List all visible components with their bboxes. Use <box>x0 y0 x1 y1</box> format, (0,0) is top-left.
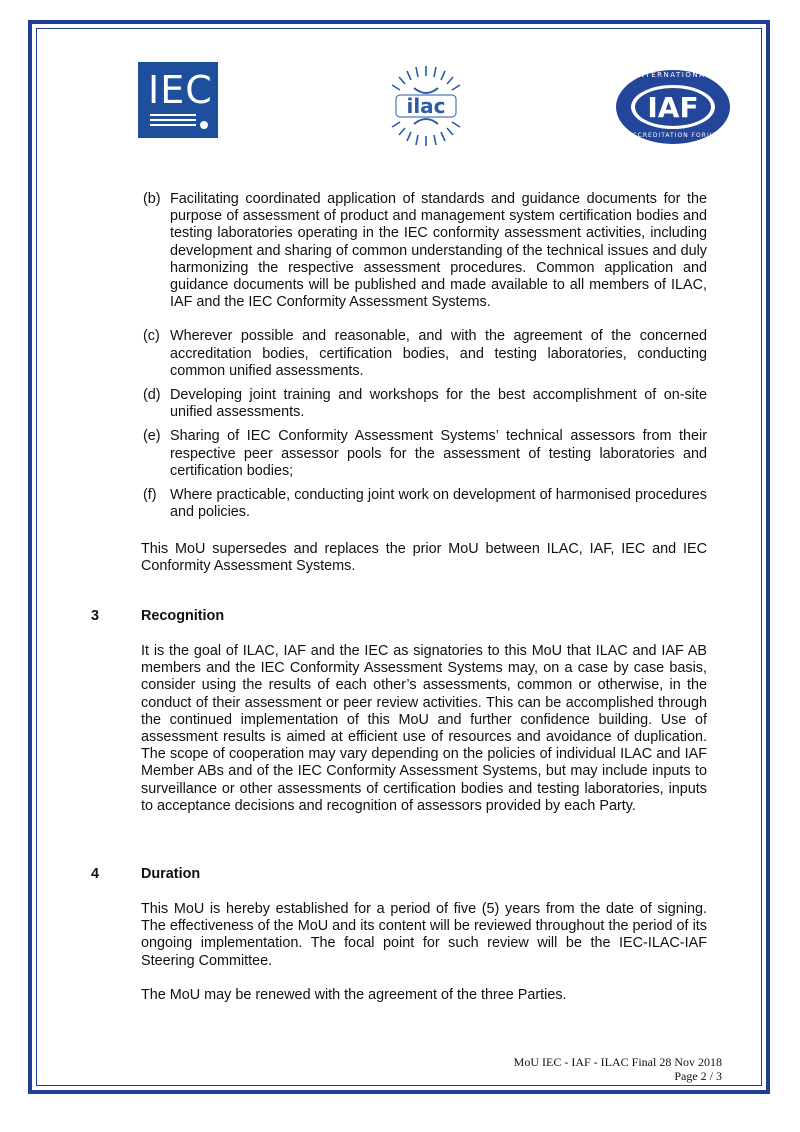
iec-logo-lines <box>150 114 210 130</box>
ilac-logo <box>382 62 470 150</box>
section-3-paragraph: It is the goal of ILAC, IAF and the IEC as signatories to this MoU that ILAC and IAF AB members and the IEC Conformity Assessment Systems may, on a case by case basis, consider using the results of each other’s assessments, common or otherwise, in the conduct of their assessment or peer review activities. This can be accomplished through the continued implementation of this MoU and further confidence building. Use of assessment results is aimed at efficient use of resources and avoidance of duplication. The scope of cooperation may vary depending on the policies of individual ILAC and IAF Member ABs and of the IEC Conformity Assessment Systems, but may include inputs to surveillance or other assessments of certification bodies and testing laboratories, inputs to acceptance decisions and recognition of assessors provided by each Party. <box>141 643 707 814</box>
iaf-logo <box>614 68 732 146</box>
list-item-text: Sharing of IEC Conformity Assessment Systems’ technical assessors from their respective peer assessor pools for the assessment of testing laboratories and certification bodies; <box>170 428 707 479</box>
section-4-paragraph-2: The MoU may be renewed with the agreement of the three Parties. <box>141 987 567 1003</box>
iaf-ring-top-text: INTERNATIONAL <box>635 71 711 79</box>
footer-doc-ref: MoU IEC - IAF - ILAC Final 28 Nov 2018 <box>513 1055 722 1069</box>
iec-logo-text: IEC <box>148 68 213 112</box>
list-item <box>143 428 707 480</box>
ilac-logo-text: ilac <box>406 94 446 118</box>
list-item-label: (e) <box>143 428 161 445</box>
list-item-label: (f) <box>143 487 157 504</box>
list-item-label: (b) <box>143 191 161 207</box>
list-item-label: (c) <box>143 328 160 345</box>
list-item-text: Wherever possible and reasonable, and with the agreement of the concerned accreditation bodies, certification bodies, and testing laboratories, conducting common unified assessments. <box>170 328 707 379</box>
list-item <box>143 328 707 380</box>
list-item <box>143 487 707 521</box>
cooperation-list <box>143 191 707 521</box>
list-item-label: (d) <box>143 387 161 404</box>
section-4-paragraph-1: This MoU is hereby established for a period of five (5) years from the date of signing. The effectiveness of the MoU and its content will be reviewed throughout the period of its ongoing implementation. The focal point for such review will be the IEC-ILAC-IAF Steering Committee. <box>141 901 707 969</box>
section-4-title: Duration <box>141 866 201 882</box>
list-item-text: Developing joint training and workshops for the best accomplishment of on-site unified assessments. <box>170 387 707 421</box>
iaf-ring-bottom-text: ACCREDITATION FORUM <box>627 132 719 139</box>
section-4-number: 4 <box>91 866 100 882</box>
supersede-paragraph: This MoU supersedes and replaces the prior MoU between ILAC, IAF, IEC and IEC Conformity Assessment Systems. <box>141 541 707 575</box>
list-item-text: Where practicable, conducting joint work on development of harmonised procedures and policies. <box>170 487 707 521</box>
page-footer <box>514 1055 722 1083</box>
footer-page-number: Page 2 / 3 <box>674 1069 722 1083</box>
section-3-number: 3 <box>91 608 100 624</box>
iec-logo <box>138 62 218 138</box>
list-item-text: Facilitating coordinated application of standards and guidance documents for the purpose of assessment of product and management system certification bodies and testing laboratories operating in the IEC conformity assessment activities, including development and sharing of common understanding of the technical issues and duly harmonizing the respective assessment procedures. Common application and guidance documents will be published and made available to all members of ILAC, IAF and the IEC Conformity Assessment Systems. <box>170 191 707 311</box>
list-item <box>143 191 707 311</box>
list-item <box>143 387 707 421</box>
section-3-title: Recognition <box>141 608 225 624</box>
iaf-logo-text: IAF <box>647 91 699 124</box>
